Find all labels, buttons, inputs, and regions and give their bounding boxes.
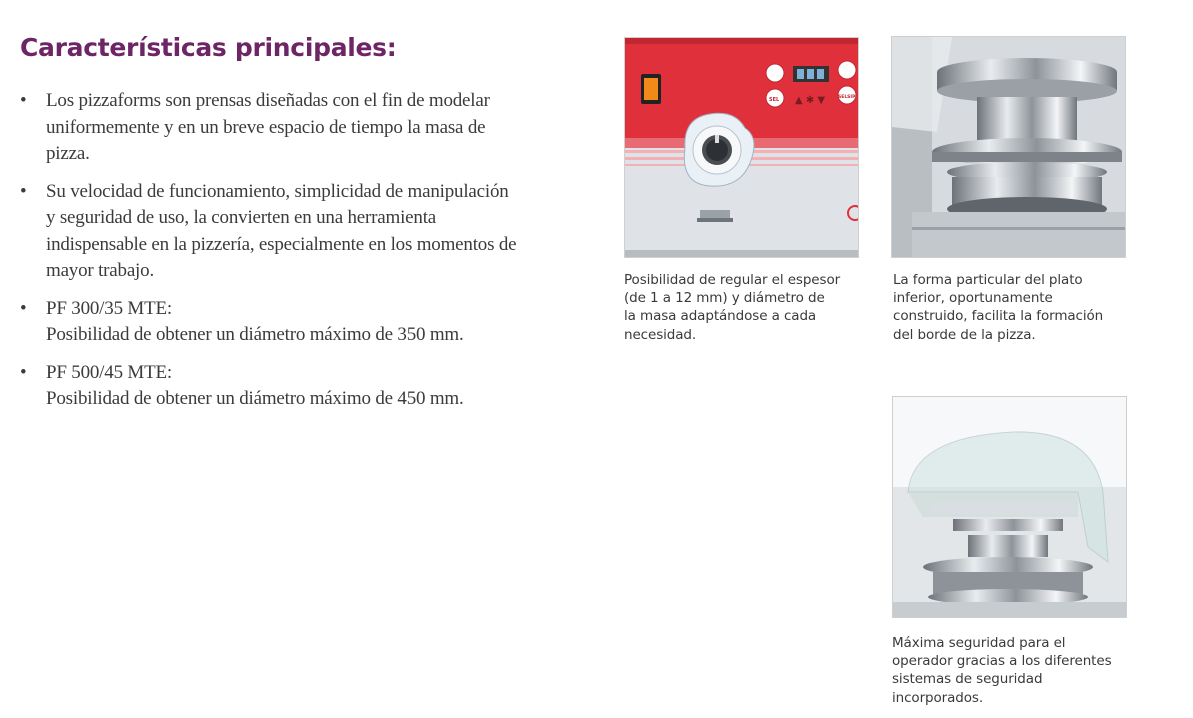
selsip-button-label: SELSIP: [838, 95, 856, 100]
feature-item: [20, 179, 580, 285]
feature-line: y seguridad de uso, la convierten en una herramienta: [46, 207, 437, 228]
model-name: PF 300/35 MTE:: [46, 297, 172, 319]
feature-line: uniformemente y en un breve espacio de tiempo la masa de: [46, 116, 486, 138]
bullet-marker: •: [20, 361, 27, 383]
feature-line: Posibilidad de obtener un diámetro máximo de 350 mm.: [46, 324, 464, 345]
caption-line: Máxima seguridad para el: [892, 635, 1066, 651]
svg-text:▲ ✱ ▼: ▲ ✱ ▼: [795, 95, 826, 106]
feature-text: [46, 88, 580, 168]
feature-text: [46, 296, 580, 349]
caption-line: La forma particular del plato: [893, 272, 1083, 288]
feature-line: indispensable en la pizzería, especialmente en los momentos de: [46, 233, 517, 255]
lower-plate-photo: [891, 36, 1126, 258]
caption-line: Posibilidad de regular el espesor: [624, 272, 841, 288]
caption-line: inferior, oportunamente: [893, 290, 1053, 307]
feature-line: Posibilidad de obtener un diámetro máximo de 450 mm.: [46, 388, 464, 409]
control-panel-illustration: [625, 38, 858, 257]
feature-item: [20, 360, 580, 413]
model-name: PF 500/45 MTE:: [46, 361, 172, 383]
caption-line: del borde de la pizza.: [893, 326, 1036, 343]
feature-item: [20, 296, 580, 349]
feature-line: Su velocidad de funcionamiento, simplicidad de manipulación: [46, 180, 509, 202]
control-panel-photo: [624, 37, 859, 258]
lower-plate-illustration: [892, 37, 1125, 257]
page-title: Características principales:: [20, 33, 397, 62]
feature-text: [46, 179, 580, 285]
bullet-marker: •: [20, 90, 27, 111]
features-list: [20, 88, 580, 424]
feature-line: Los pizzaforms son prensas diseñadas con el fin de modelar: [46, 90, 490, 111]
feature-text: [46, 360, 580, 413]
control-panel-caption: [624, 271, 840, 344]
caption-line: construido, facilita la formación: [893, 308, 1104, 325]
caption-line: necesidad.: [624, 326, 697, 343]
bullet-marker: •: [20, 180, 27, 202]
caption-line: (de 1 a 12 mm) y diámetro de: [624, 290, 825, 307]
caption-line: operador gracias a los diferentes: [892, 653, 1112, 670]
caption-line: incorporados.: [892, 689, 984, 706]
bullet-marker: •: [20, 297, 27, 319]
lower-plate-caption: [893, 271, 1103, 344]
sel-button-label: SEL: [769, 97, 780, 103]
caption-line: la masa adaptándose a cada: [624, 308, 817, 325]
feature-line: pizza.: [46, 143, 90, 164]
feature-line: mayor trabajo.: [46, 260, 154, 281]
safety-guard-photo: [892, 396, 1127, 618]
feature-item: [20, 88, 580, 168]
safety-guard-caption: [892, 634, 1112, 707]
safety-guard-illustration: [893, 397, 1126, 617]
caption-line: sistemas de seguridad: [892, 671, 1043, 688]
